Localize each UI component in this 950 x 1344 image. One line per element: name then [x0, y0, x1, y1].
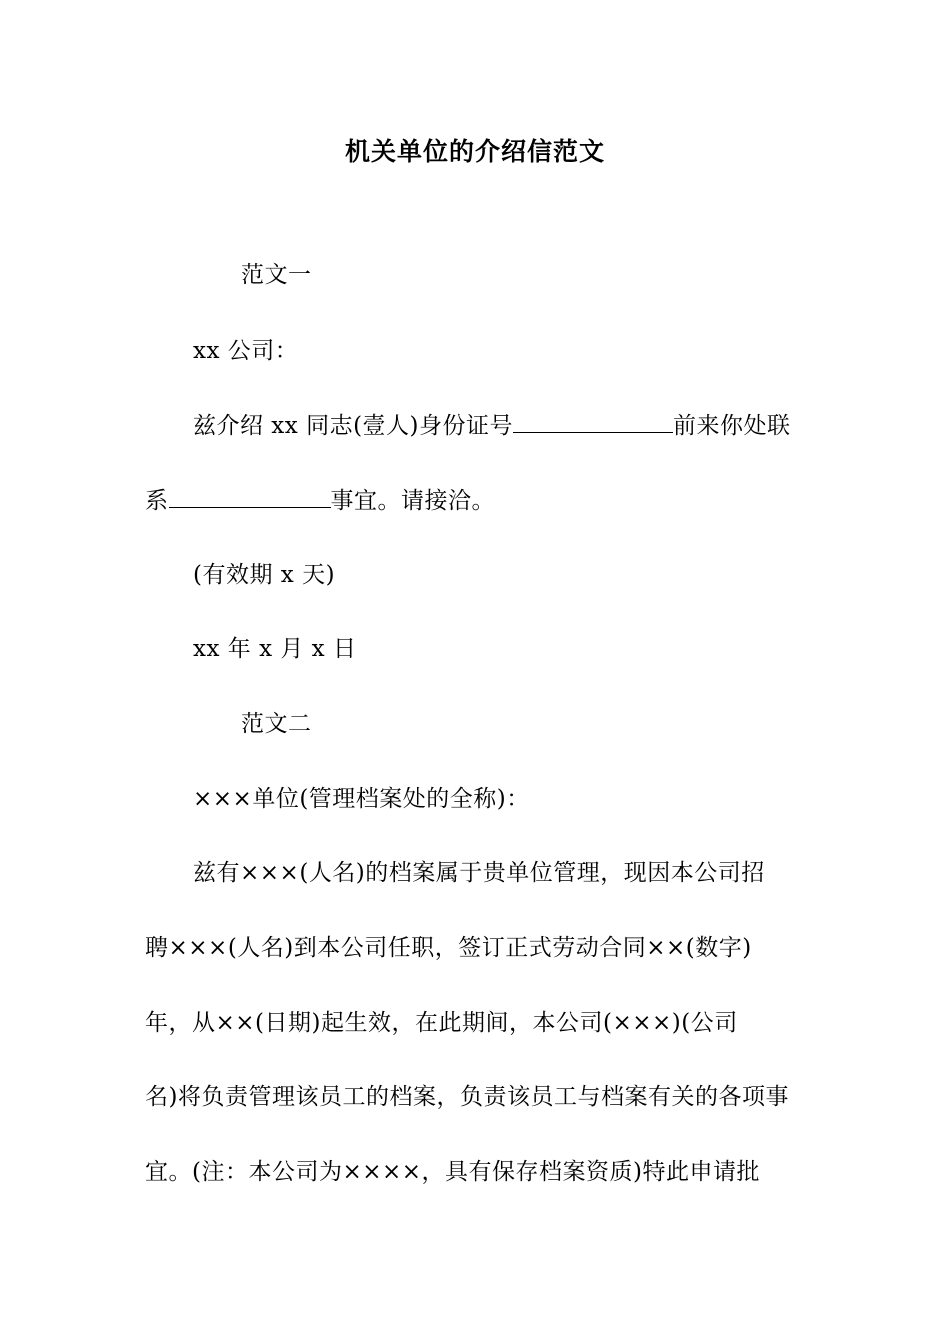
id-number-blank — [513, 410, 673, 433]
sample1-validity: (有效期 x 天) — [193, 562, 336, 588]
sample2-body-line: 兹有×××(人名)的档案属于贵单位管理，现因本公司招 — [193, 860, 765, 886]
sample1-date: xx 年 x 月 x 日 — [193, 636, 357, 662]
sample2-salutation: ×××单位(管理档案处的全称)： — [193, 786, 530, 812]
sample1-salutation: xx 公司： — [193, 338, 299, 364]
sample1-heading: 范文一 — [241, 262, 312, 288]
sample2-body-line: 年，从××(日期)起生效，在此期间，本公司(×××)(公司 — [145, 1010, 738, 1036]
sample1-body-line2-prefix: 系 — [145, 488, 169, 514]
sample2-body-line: 名)将负责管理该员工的档案，负责该员工与档案有关的各项事 — [145, 1084, 789, 1110]
sample2-body-line: 宜。(注：本公司为××××，具有保存档案资质)特此申请批 — [145, 1159, 761, 1185]
sample2-heading: 范文二 — [241, 711, 312, 737]
sample1-body-line2-suffix: 事宜。请接洽。 — [330, 488, 495, 514]
sample1-body-line1-suffix: 前来你处联 — [673, 413, 791, 439]
document-title: 机关单位的介绍信范文 — [344, 137, 605, 166]
sample2-body-line: 聘×××(人名)到本公司任职，签订正式劳动合同××(数字) — [145, 935, 752, 961]
sample1-body-line1 — [145, 410, 858, 441]
sample1-body-line1-prefix: 兹介绍 xx 同志(壹人)身份证号 — [193, 413, 514, 439]
matter-blank — [169, 485, 331, 508]
sample1-body-line2 — [145, 485, 810, 516]
